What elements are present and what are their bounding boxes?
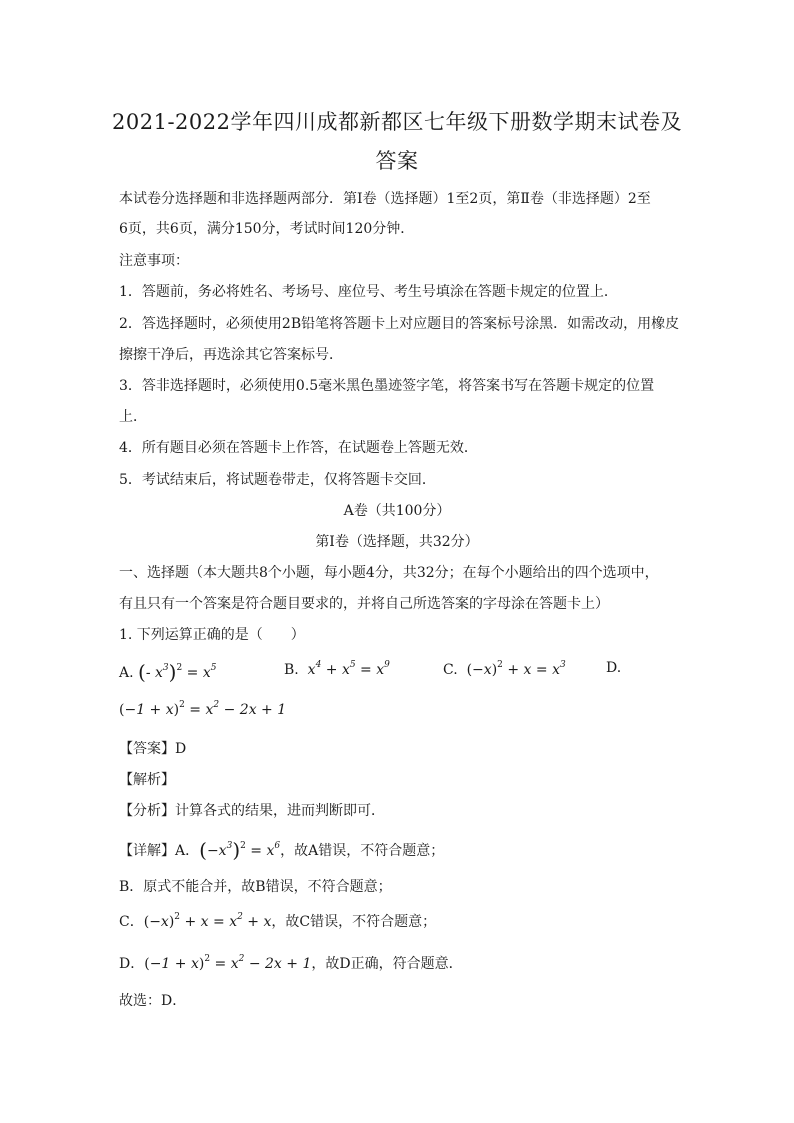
detail-d-text: ，故D正确，符合题意． [311, 956, 463, 972]
option-a [119, 660, 216, 684]
note-5: 5．考试结束后，将试题卷带走，仅将答题卡交回． [119, 472, 436, 488]
section-a-heading: A卷（共100分） [343, 503, 451, 519]
option-c-formula: $(-x)^2 + x = x^3$ [466, 660, 566, 678]
option-b [284, 660, 390, 678]
answer-line: 【答案】D [119, 741, 187, 757]
note-2-cont: 擦擦干净后，再选涂其它答案标号． [119, 347, 343, 363]
detail-c [119, 911, 436, 931]
document-title-line1: 2021-2022学年四川成都新都区七年级下册数学期末试卷及 [112, 110, 682, 134]
detail-c-text: ，故C错误，不符合题意； [271, 914, 437, 930]
part-intro-line1: 一、选择题（本大题共8个小题，每小题4分，共32分；在每个小题给出的四个选项中， [119, 565, 659, 581]
option-d-formula: $(-1 + x)^2 = x^2 - 2x + 1$ [119, 700, 287, 718]
option-b-formula: $x^4 + x^5 = x^9$ [307, 660, 390, 678]
option-c-label: C. [443, 662, 458, 678]
intro-line1: 本试卷分选择题和非选择题两部分．第Ⅰ卷（选择题）1至2页，第Ⅱ卷（非选择题）2至 [119, 191, 651, 207]
detail-d-formula: $(-1 + x)^2 = x^2 - 2x + 1$ [144, 954, 312, 972]
detail-a-formula: $(-x^3)^2 = x^6$ [199, 838, 281, 862]
option-a-formula: (- $x^3)^2 = x^5$ [138, 660, 217, 684]
conclusion-line: 故选：D． [119, 993, 187, 1009]
analysis-line: 【分析】计算各式的结果，进而判断即可． [119, 803, 385, 819]
analysis-heading: 【解析】 [119, 772, 175, 788]
note-2: 2．答选择题时，必须使用2B铅笔将答题卡上对应题目的答案标号涂黑．如需改动，用橡皮 [119, 316, 680, 332]
intro-line2: 6页，共6页，满分150分，考试时间120分钟． [119, 221, 415, 237]
section-part1-heading: 第Ⅰ卷（选择题，共32分） [315, 534, 479, 550]
detail-d-label: D． [119, 956, 145, 972]
note-3-cont: 上． [119, 409, 147, 425]
detail-a-text: ，故A错误，不符合题意； [280, 843, 445, 859]
notice-heading: 注意事项： [119, 253, 189, 269]
option-d-label: D. [606, 660, 622, 676]
detail-b: B．原式不能合并，故B错误，不符合题意； [119, 879, 392, 895]
detail-c-label: C． [119, 914, 144, 930]
option-b-label: B. [284, 662, 299, 678]
detail-c-formula: $(-x)^2 + x = x^2 + x$ [143, 912, 272, 930]
option-a-label: A. [119, 665, 134, 681]
detail-d [119, 953, 463, 973]
note-3: 3．答非选择题时，必须使用0.5毫米黑色墨迹签字笔，将答案书写在答题卡规定的位置 [119, 378, 655, 394]
detail-a [119, 838, 444, 862]
note-1: 1．答题前，务必将姓名、考场号、座位号、考生号填涂在答题卡规定的位置上． [119, 284, 618, 300]
document-title-line2: 答案 [375, 149, 419, 173]
option-c [443, 660, 566, 678]
question-1-stem: 1. 下列运算正确的是（ ） [119, 627, 305, 643]
note-4: 4．所有题目必须在答题卡上作答，在试题卷上答题无效． [119, 440, 478, 456]
detail-label: 【详解】A． [119, 843, 200, 859]
part-intro-line2: 有且只有一个答案是符合题目要求的，并将自己所选答案的字母涂在答题卡上） [119, 596, 609, 612]
